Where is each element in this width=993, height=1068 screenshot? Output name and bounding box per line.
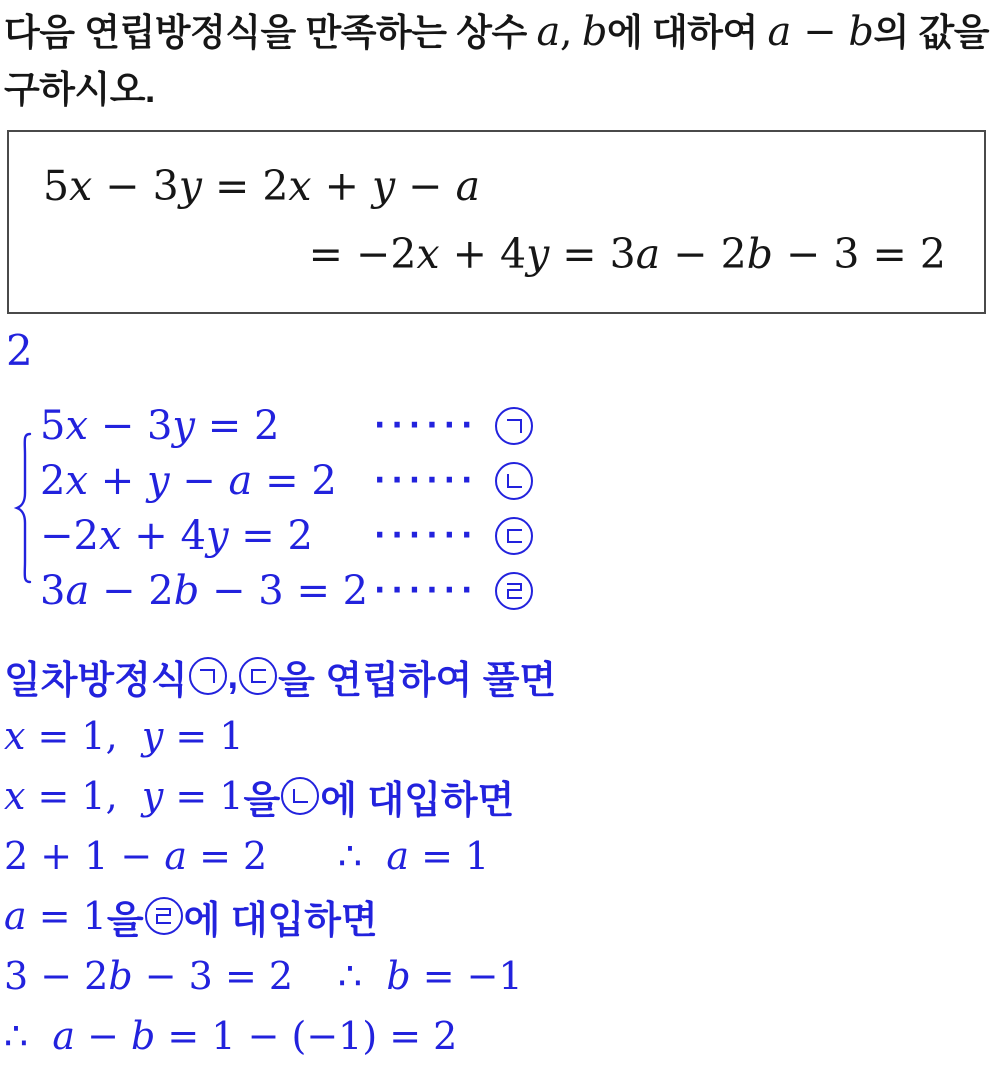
solution-block <box>4 646 989 1066</box>
circled-nieun-icon <box>281 777 319 815</box>
korean-text: 을 <box>106 899 144 942</box>
korean-text: 에 대입하면 <box>183 899 378 942</box>
korean-text: 을 <box>243 779 281 822</box>
korean-text: 의 값을 구하시오. <box>4 12 989 110</box>
cases-brace-icon <box>10 432 32 584</box>
jamo-nieun <box>507 474 522 488</box>
equation-row <box>40 453 989 508</box>
jamo-digeut <box>507 529 522 543</box>
math-text: 2 + 1 − a = 2 <box>4 834 268 878</box>
math-text: x = 1, y = 1 <box>4 774 244 818</box>
jamo-rieul <box>507 583 522 599</box>
equation-row <box>40 508 989 563</box>
circled-giyeok-icon <box>189 657 227 695</box>
korean-text: 다음 연립방정식을 만족하는 상수 <box>4 12 537 53</box>
math-text: ∴ a = 1 <box>338 834 490 878</box>
korean-text: 에 대입하면 <box>320 779 515 822</box>
korean-text <box>572 12 582 53</box>
circled-rieul-icon <box>145 897 183 935</box>
jamo-nieun <box>293 789 308 803</box>
korean-text: 일차방정식 <box>4 659 188 702</box>
math-text: 3 − 2b − 3 = 2 <box>4 954 294 998</box>
jamo-digeut <box>251 669 266 683</box>
math-text: −2x + 4y = 2 <box>40 512 313 559</box>
jamo-giyeok <box>200 669 215 683</box>
system-block <box>4 398 989 618</box>
math-text: ∴ b = −1 <box>338 954 523 998</box>
solution-line <box>4 826 989 886</box>
korean-text: , <box>227 654 239 697</box>
korean-text: 을 연립하여 풀면 <box>278 659 557 702</box>
circled-rieul-icon <box>495 572 533 610</box>
math-text: 5x − 3y = 2 <box>40 402 280 449</box>
math-text: a − b <box>767 9 874 55</box>
circled-digeut-icon <box>239 657 277 695</box>
circled-giyeok-icon <box>495 407 533 445</box>
korean-text: 에 대하여 <box>606 12 768 53</box>
boxed-equation-line-1: 5x − 3y = 2x + y − a <box>43 162 481 210</box>
solution-line <box>4 766 989 826</box>
math-text: 3a − 2b − 3 = 2 <box>40 567 369 614</box>
solution-line <box>4 946 989 1006</box>
dots-leader: ······ <box>374 408 479 443</box>
math-text: b <box>581 9 607 55</box>
dots-leader: ······ <box>374 573 479 608</box>
boxed-equation-line-2: = −2x + 4y = 3a − 2b − 3 = 2 <box>308 230 946 278</box>
equation-row <box>40 563 989 618</box>
equation-box <box>7 130 986 314</box>
answer-value: 2 <box>6 326 33 375</box>
circled-digeut-icon <box>495 517 533 555</box>
math-text: x = 1, y = 1 <box>4 714 244 758</box>
problem-statement <box>4 4 989 118</box>
solution-line <box>4 646 989 706</box>
math-text: a = 1 <box>4 894 107 938</box>
dots-leader: ······ <box>374 463 479 498</box>
circled-nieun-icon <box>495 462 533 500</box>
math-text: 2x + y − a = 2 <box>40 457 337 504</box>
solution-line <box>4 1006 989 1066</box>
math-text: ∴ a − b = 1 − (−1) = 2 <box>4 1014 458 1058</box>
jamo-rieul <box>156 908 171 924</box>
dots-leader: ······ <box>374 518 479 553</box>
solution-line <box>4 886 989 946</box>
jamo-giyeok <box>507 419 522 433</box>
equation-row <box>40 398 989 453</box>
solution-line <box>4 706 989 766</box>
math-text: a, <box>536 9 573 55</box>
